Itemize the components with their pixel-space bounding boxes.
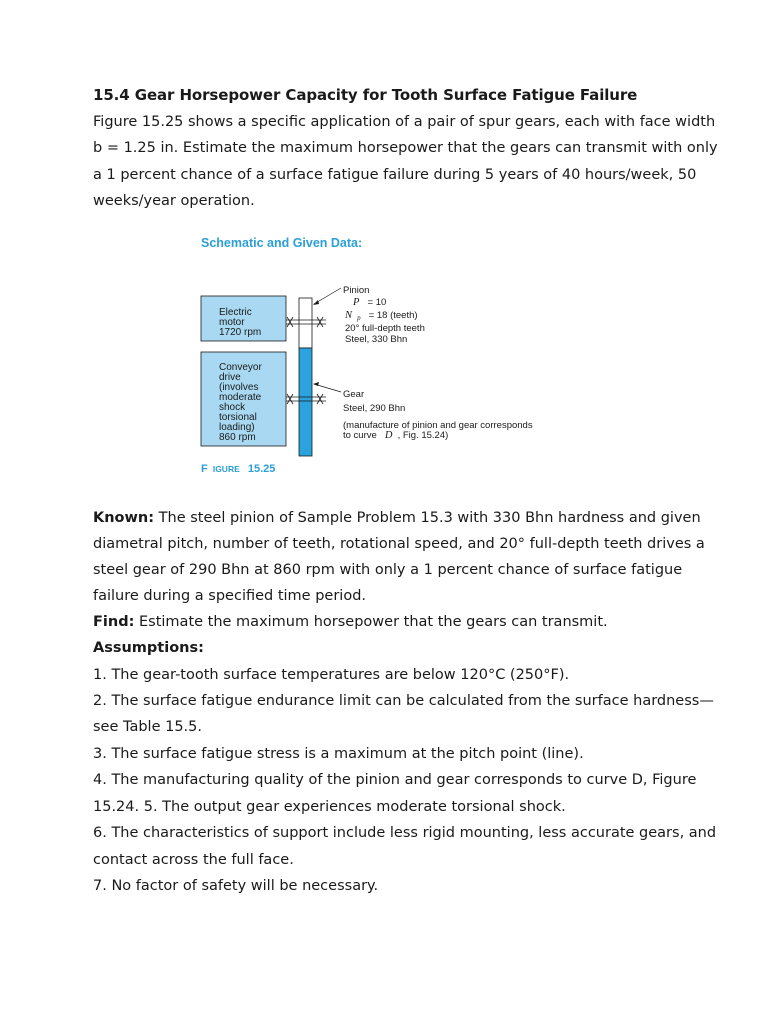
problem-line: b = 1.25 in. Estimate the maximum horsepower that the gears can transmit with only <box>93 140 718 156</box>
known-line: failure during a specified time period. <box>93 588 367 604</box>
find-text: Estimate the maximum horsepower that the gears can transmit. <box>134 614 608 630</box>
motor-box-text: motor <box>219 317 245 328</box>
find-label: Find: <box>93 614 135 630</box>
pinion-label: Pinion <box>343 285 370 296</box>
figure-caption: F IGURE 15.25 <box>201 463 276 475</box>
problem-line: a 1 percent chance of a surface fatigue failure during 5 years of 40 hours/week, 50 <box>93 167 697 183</box>
pinion-teeth-count: N p = 18 (teeth) <box>345 310 418 322</box>
conveyor-box-text: Conveyor <box>219 362 262 373</box>
known-line <box>93 510 701 526</box>
assumption-item: see Table 15.5. <box>93 719 203 735</box>
known-line: diametral pitch, number of teeth, rotational speed, and 20° full-depth teeth drives a <box>93 536 705 552</box>
pinion-leader-arrow <box>313 288 341 305</box>
assumption-item: 15.24. 5. The output gear experiences moderate torsional shock. <box>93 799 566 815</box>
assumption-item: 3. The surface fatigue stress is a maximum at the pitch point (line). <box>93 746 584 762</box>
gear-note-curve: to curve D , Fig. 15.24) <box>343 430 449 441</box>
conveyor-box-text: loading) <box>219 422 255 433</box>
conveyor-box-text: moderate <box>219 392 262 403</box>
known-label: Known: <box>93 510 155 526</box>
gear-body <box>299 348 312 456</box>
motor-box-text: 1720 rpm <box>219 327 262 338</box>
pinion-material: Steel, 330 Bhn <box>345 334 408 345</box>
conveyor-box-text: 860 rpm <box>219 432 256 443</box>
conveyor-box-text: shock <box>219 402 246 413</box>
known-text: The steel pinion of Sample Problem 15.3 with 330 Bhn hardness and given <box>154 510 701 526</box>
figure-15-25 <box>195 232 555 482</box>
pinion-body <box>299 298 312 348</box>
problem-line: weeks/year operation. <box>93 193 255 209</box>
gear-note: (manufacture of pinion and gear corresponds <box>343 420 533 431</box>
assumption-item: 7. No factor of safety will be necessary. <box>93 878 379 894</box>
motor-box-text: Electric <box>219 307 252 318</box>
gear-label: Gear <box>343 389 365 400</box>
conveyor-box-text: drive <box>219 372 241 383</box>
pinion-pitch: P = 10 <box>353 297 387 308</box>
problem-line: Figure 15.25 shows a specific application of a pair of spur gears, each with face width <box>93 114 716 130</box>
assumption-item: contact across the full face. <box>93 852 294 868</box>
figure-title: Schematic and Given Data: <box>201 236 363 250</box>
assumptions-label: Assumptions: <box>93 640 204 656</box>
conveyor-box-text: (involves <box>219 382 259 393</box>
conveyor-box-text: torsional <box>219 412 257 423</box>
pinion-teeth-type: 20° full-depth teeth <box>345 323 425 334</box>
assumption-item: 1. The gear-tooth surface temperatures are below 120°C (250°F). <box>93 667 570 683</box>
gear-material: Steel, 290 Bhn <box>343 403 406 414</box>
gear-leader-arrow <box>313 382 341 392</box>
known-line: steel gear of 290 Bhn at 860 rpm with only a 1 percent chance of surface fatigue <box>93 562 683 578</box>
assumption-item: 2. The surface fatigue endurance limit can be calculated from the surface hardness— <box>93 693 714 709</box>
section-heading: 15.4 Gear Horsepower Capacity for Tooth Surface Fatigue Failure <box>93 86 638 104</box>
find-section <box>93 614 608 630</box>
assumption-item: 6. The characteristics of support include less rigid mounting, less accurate gears, and <box>93 825 717 841</box>
assumption-item: 4. The manufacturing quality of the pinion and gear corresponds to curve D, Figure <box>93 772 697 788</box>
